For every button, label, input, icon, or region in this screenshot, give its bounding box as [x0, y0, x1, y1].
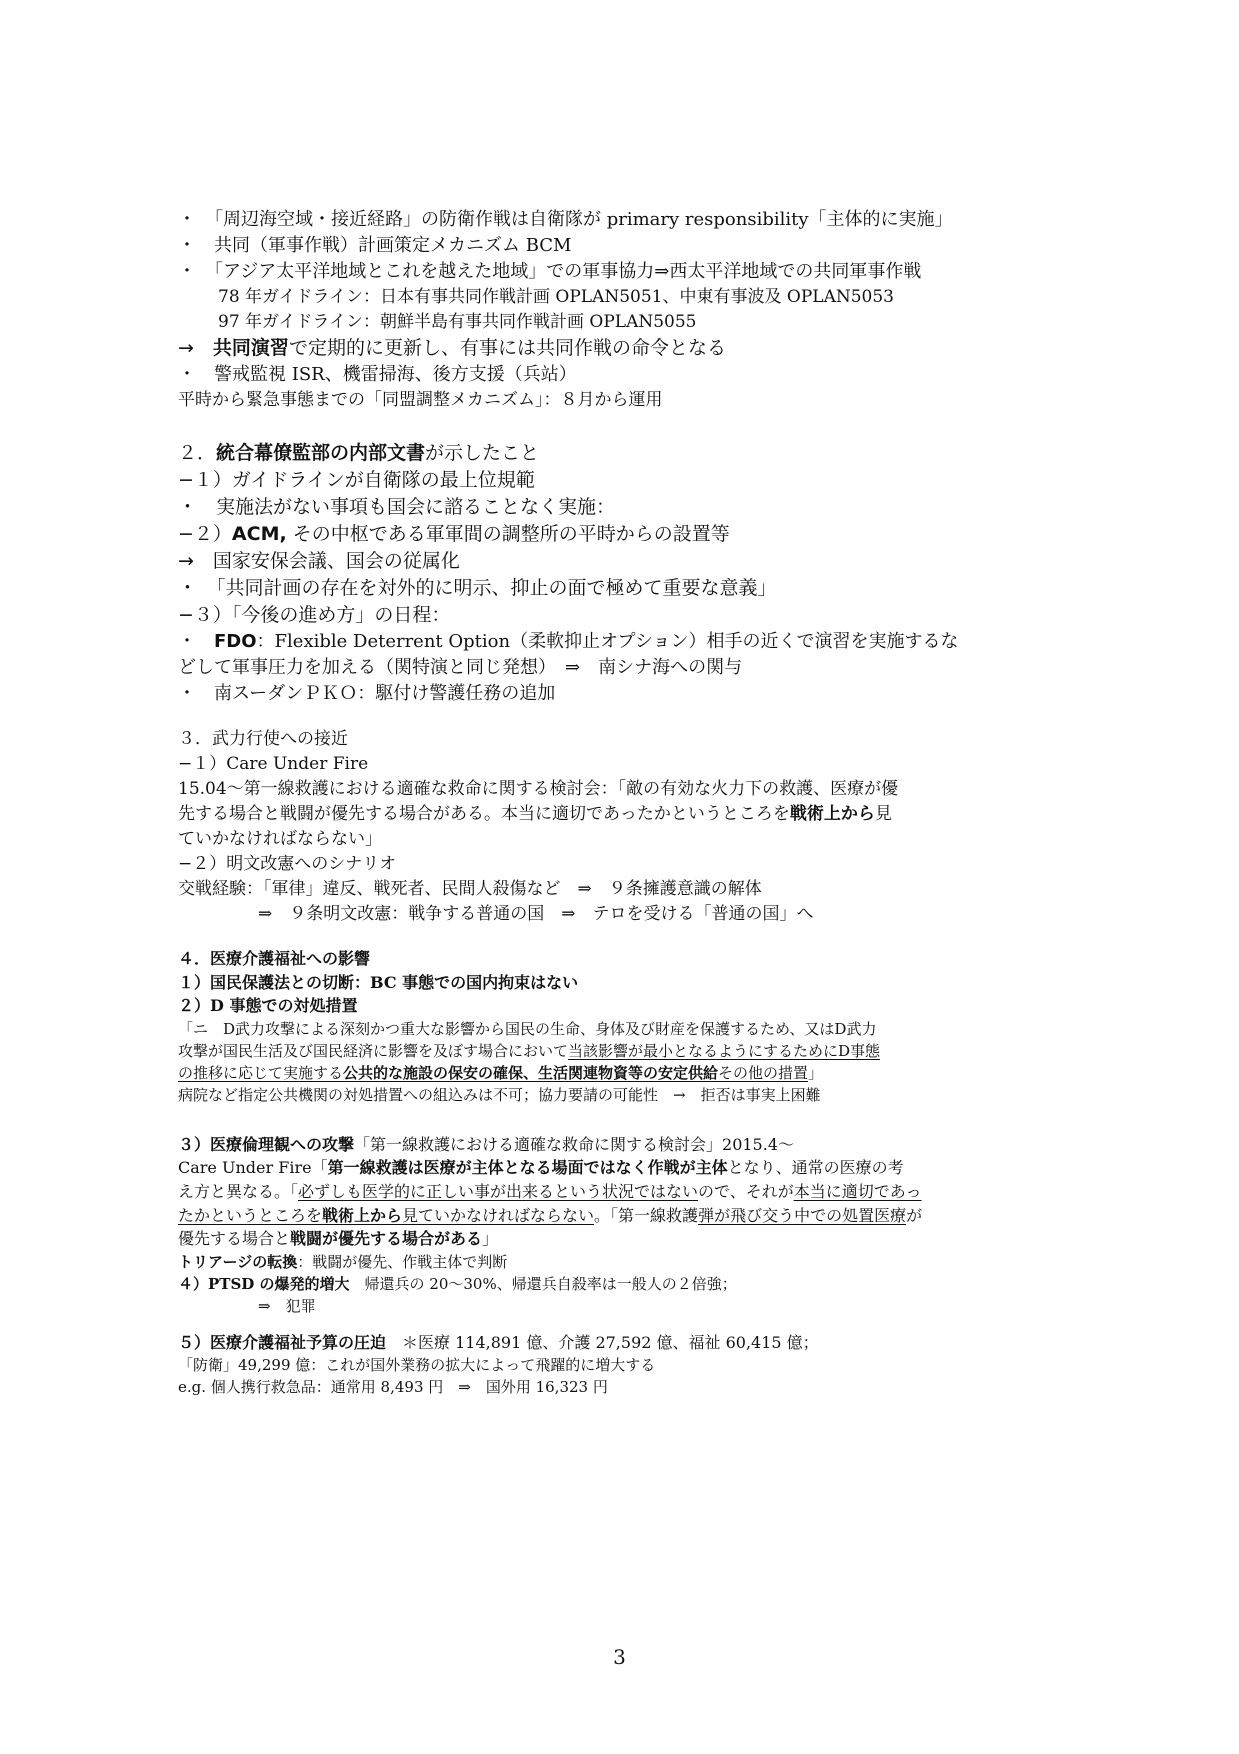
bold-text: 統合幕僚監部の内部文書: [216, 442, 426, 464]
underlined-bold-text: 公共的な施設の保安の確保、生活関連物資等の安定供給: [343, 1063, 719, 1082]
section-heading: ４．医療介護福祉への影響: [178, 949, 371, 968]
subheading: ５）医療介護福祉予算の圧迫 ＊医療 114,891 億、介護 27,592 億、福祉 60,415 億；: [178, 1332, 819, 1352]
bold-text: ３）医療倫理観への攻撃: [178, 1134, 355, 1154]
text-line: −２）明文改憲へのシナリオ: [178, 854, 397, 874]
subheading: ３）医療倫理観への攻撃「第一線救護における適確な救命に関する検討会」2015.4〜: [178, 1134, 795, 1154]
section-guidelines-summary: [178, 207, 1079, 413]
text-line: 「防衛」49,299 億：これが国外業務の拡大によって飛躍的に増大する: [178, 1356, 656, 1375]
bold-text: FDO: [214, 631, 257, 652]
page-number: 3: [613, 1645, 626, 1669]
text-line: 平時から緊急事態までの「同盟調整メカニズム」：８月から運用: [178, 390, 663, 410]
bold-text: ５）医療介護福祉予算の圧迫: [178, 1332, 387, 1352]
bold-text: 戦闘が優先する場合がある: [290, 1229, 483, 1249]
indented-line: ⇒ 犯罪: [258, 1296, 316, 1315]
text-line: ていかなければならない」: [178, 829, 382, 849]
text-line: 15.04〜第一線救護における適確な救命に関する検討会：「敵の有効な火力下の救護、医療が優: [178, 779, 899, 799]
text-line: −１）Care Under Fire: [178, 754, 369, 774]
bold-text: 戦術上から: [789, 804, 875, 824]
underlined-text: 必ずしも医学的に正しい事が出来るという状況ではない: [298, 1181, 699, 1201]
bullet-line: ・ 共同（軍事作戦）計画策定メカニズム BCM: [178, 235, 572, 256]
underlined-text: 当該影響が最小となるようにするためにD事態: [568, 1041, 881, 1060]
text-line: 交戦経験：「軍律」違反、戦死者、民間人殺傷など ⇒ ９条擁護意識の解体: [178, 879, 762, 899]
underlined-text: その他の措置: [718, 1063, 809, 1082]
bold-text: 第一線救護は医療が主体となる場面ではなく作戦が主体: [327, 1158, 728, 1178]
bullet-line: ・ 警戒監視 ISR、機雷掃海、後方支援（兵站）: [178, 364, 577, 385]
underlined-text: 本当に適切であっ: [793, 1181, 922, 1201]
underlined-text: の推移に応じて実施する: [178, 1063, 344, 1082]
underlined-bold-text: 戦術上から: [322, 1205, 403, 1225]
indented-line: 97 年ガイドライン：朝鮮半島有事共同作戦計画 OPLAN5055: [218, 312, 697, 332]
text-line: 病院など指定公共機関の対処措置への組込みは不可；協力要請の可能性 → 拒否は事実上困難: [178, 1085, 821, 1104]
section-use-of-force: [178, 727, 1079, 927]
bullet-line: ・ 「周辺海空域・接近経路」の防衛作戦は自衛隊が primary responsibility「主体的に実施」: [178, 209, 953, 230]
text-line: 先する場合と戦闘が優先する場合がある。本当に適切であったかというところを戦術上から見: [178, 804, 892, 824]
text-line: え方と異なる。「必ずしも医学的に正しい事が出来るという状況ではないので、それが本当に適切であっ: [178, 1181, 922, 1201]
bold-text: ４）PTSD の爆発的増大: [178, 1274, 350, 1293]
section-medical-ethics: [178, 1133, 1079, 1399]
bullet-line: ・ FDO：Flexible Deterrent Option（柔軟抑止オプション）相手の近くで演習を実施するな: [178, 631, 959, 652]
text-line: −３）「今後の進め方」の日程：: [178, 604, 451, 626]
bold-text: 共同演習: [212, 337, 289, 359]
subheading: ４）PTSD の爆発的増大 帰還兵の 20〜30%、帰還兵自殺率は一般人の２倍強；: [178, 1274, 737, 1293]
section-medical-welfare-impact: [178, 947, 1079, 1106]
subheading: ２）D 事態での対処措置: [178, 996, 358, 1016]
section-heading: ２．統合幕僚監部の内部文書が示したこと: [178, 442, 540, 464]
indented-line: 78 年ガイドライン：日本有事共同作戦計画 OPLAN5051、中東有事波及 OPLAN5053: [218, 287, 894, 307]
bullet-line: ・ 「アジア太平洋地域とこれを越えた地域」での軍事協力⇒西太平洋地域での共同軍事作戦: [178, 261, 922, 282]
text-line: どして軍事圧力を加える（関特演と同じ発想） ⇒ 南シナ海への関与: [178, 657, 743, 678]
quote-line: 「ニ D武力攻撃による深刻かつ重大な影響から国民の生命、身体及び財産を保護するため、又はD武力: [178, 1019, 877, 1038]
section-joint-staff-document: [178, 440, 1079, 707]
underlined-text: 弾が飛び交う中での処置医療: [698, 1205, 907, 1225]
bullet-line: ・ 「共同計画の存在を対外的に明示、抑止の面で極めて重要な意義」: [178, 577, 777, 599]
arrow-line: → 国家安保会議、国会の従属化: [178, 550, 460, 572]
arrow-line: → 共同演習で定期的に更新し、有事には共同作戦の命令となる: [178, 337, 726, 359]
bold-text: トリアージの転換: [178, 1252, 298, 1271]
text-line: −１）ガイドラインが自衛隊の最上位規範: [178, 469, 535, 491]
text-line: Care Under Fire「第一線救護は医療が主体となる場面ではなく作戦が主体となり、通常の医療の考: [178, 1158, 904, 1178]
quote-line: の推移に応じて実施する公共的な施設の保安の確保、生活関連物資等の安定供給その他の措置」: [178, 1063, 824, 1082]
underlined-text: 見ていかなければならない: [402, 1205, 595, 1225]
subheading: １）国民保護法との切断：BC 事態での国内拘束はない: [178, 972, 579, 992]
bold-text: ACM,: [231, 523, 287, 545]
bullet-line: ・ 実施法がない事項も国会に諮ることなく実施：: [178, 496, 616, 518]
quote-line: 攻撃が国民生活及び国民経済に影響を及ぼす場合において当該影響が最小となるようにするためにD事態: [178, 1041, 881, 1060]
text-line: 優先する場合と戦闘が優先する場合がある」: [178, 1229, 499, 1249]
indented-line: ⇒ ９条明文改憲：戦争する普通の国 ⇒ テロを受ける「普通の国」へ: [258, 904, 814, 924]
bullet-line: ・ 南スーダンＰＫＯ：駆付け警護任務の追加: [178, 683, 556, 704]
text-line: −２）ACM, その中枢である軍軍間の調整所の平時からの設置等: [178, 523, 730, 545]
text-line: たかというところを戦術上から見ていかなければならない。「第一線救護弾が飛び交う中での処置医療が: [178, 1205, 923, 1225]
underlined-text: たかというところを: [178, 1205, 323, 1225]
text-line: e.g. 個人携行救急品：通常用 8,493 円 ⇒ 国外用 16,323 円: [178, 1378, 608, 1397]
text-line: トリアージの転換：戦闘が優先、作戦主体で判断: [178, 1252, 508, 1271]
section-heading: ３．武力行使への接近: [178, 729, 348, 749]
